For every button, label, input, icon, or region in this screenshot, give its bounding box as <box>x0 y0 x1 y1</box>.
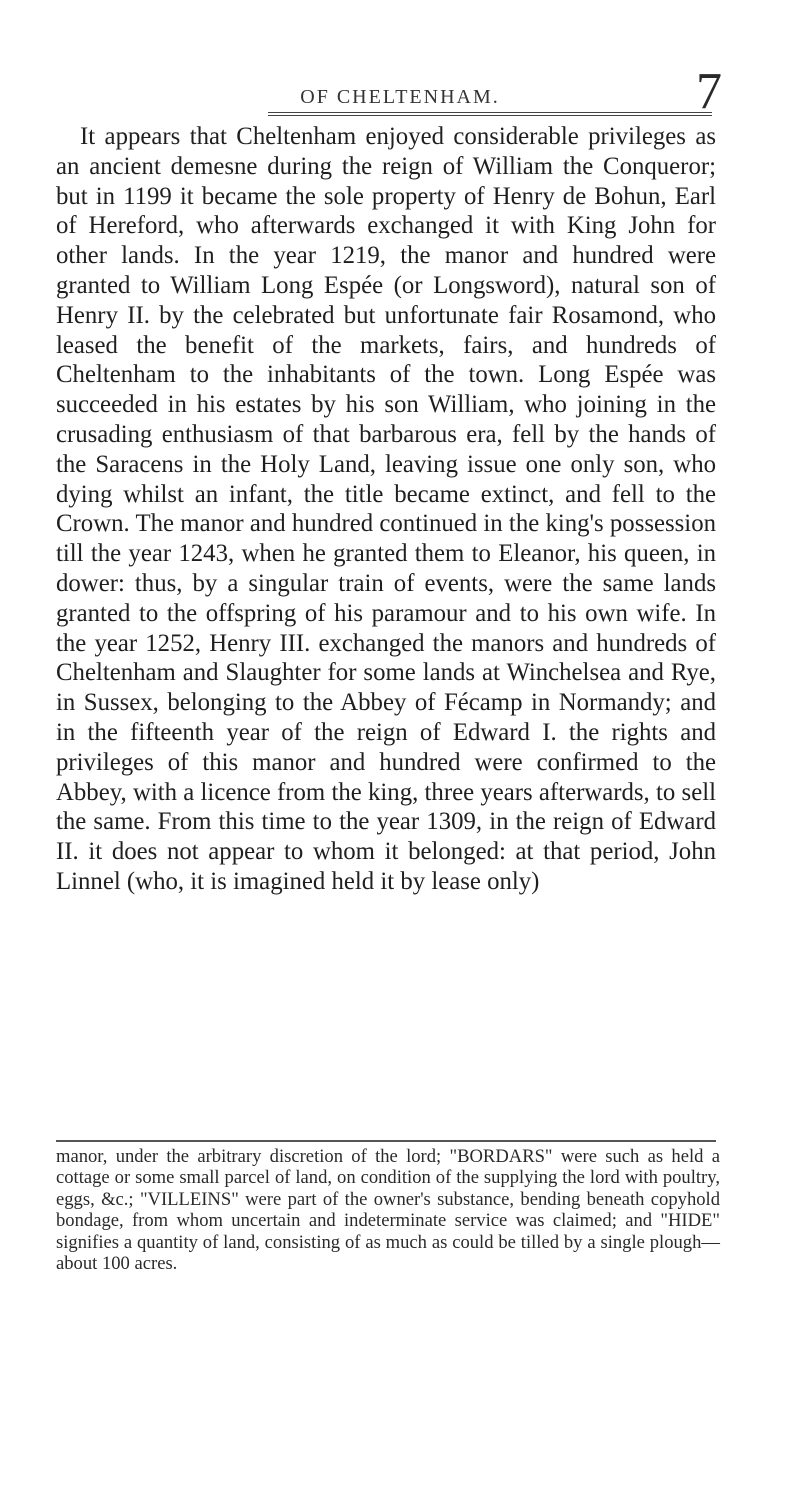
main-text-block <box>56 122 716 897</box>
footnote-text: manor, under the arbitrary discretion of the lord; "BORDARS" were such as held a cottage or some small parcel of land, on condition of the supplying the lord with poultry, eggs, &c.; "VILLEINS" were part of the owner's substance, bending beneath copyhold bondage, from whom uncertain and indeterminate service was claimed; and "HIDE" signifies a quantity of land, consisting of as much as could be tilled by a single plough—about 100 acres. <box>56 1146 720 1275</box>
footnote-rule <box>56 1140 716 1142</box>
page-number: 7 <box>696 63 722 120</box>
header-rule <box>268 112 712 116</box>
main-paragraph: It appears that Cheltenham enjoyed considerable privileges as an ancient demesne during the reign of William the Conqueror; but in 1199 it became the sole property of Henry de Bohun, Earl of Hereford, who afterwards exchanged it with King John for other lands. In the year 1219, the manor and hundred were granted to William Long Espée (or Longsword), natural son of Henry II. by the celebrated but unfortunate fair Rosamond, who leased the benefit of the markets, fairs, and hundreds of Cheltenham to the inhabitants of the town. Long Espée was succeeded in his estates by his son William, who joining in the crusading enthusiasm of that barbarous era, fell by the hands of the Saracens in the Holy Land, leaving issue one only son, who dying whilst an infant, the title became extinct, and fell to the Crown. The manor and hundred continued in the king's possession till the year 1243, when he granted them to Eleanor, his queen, in dower: thus, by a singular train of events, were the same lands granted to the offspring of his paramour and to his own wife. In the year 1252, Henry III. exchanged the manors and hundreds of Cheltenham and Slaughter for some lands at Winchelsea and Rye, in Sussex, belonging to the Abbey of Fécamp in Normandy; and in the fifteenth year of the reign of Edward I. the rights and privileges of this manor and hundred were confirmed to the Abbey, with a licence from the king, three years afterwards, to sell the same. From this time to the year 1309, in the reign of Edward II. it does not appear to whom it belonged: at that period, John Linnel (who, it is imagined held it by lease only) <box>56 123 716 895</box>
running-title: OF CHELTENHAM. <box>300 86 500 108</box>
